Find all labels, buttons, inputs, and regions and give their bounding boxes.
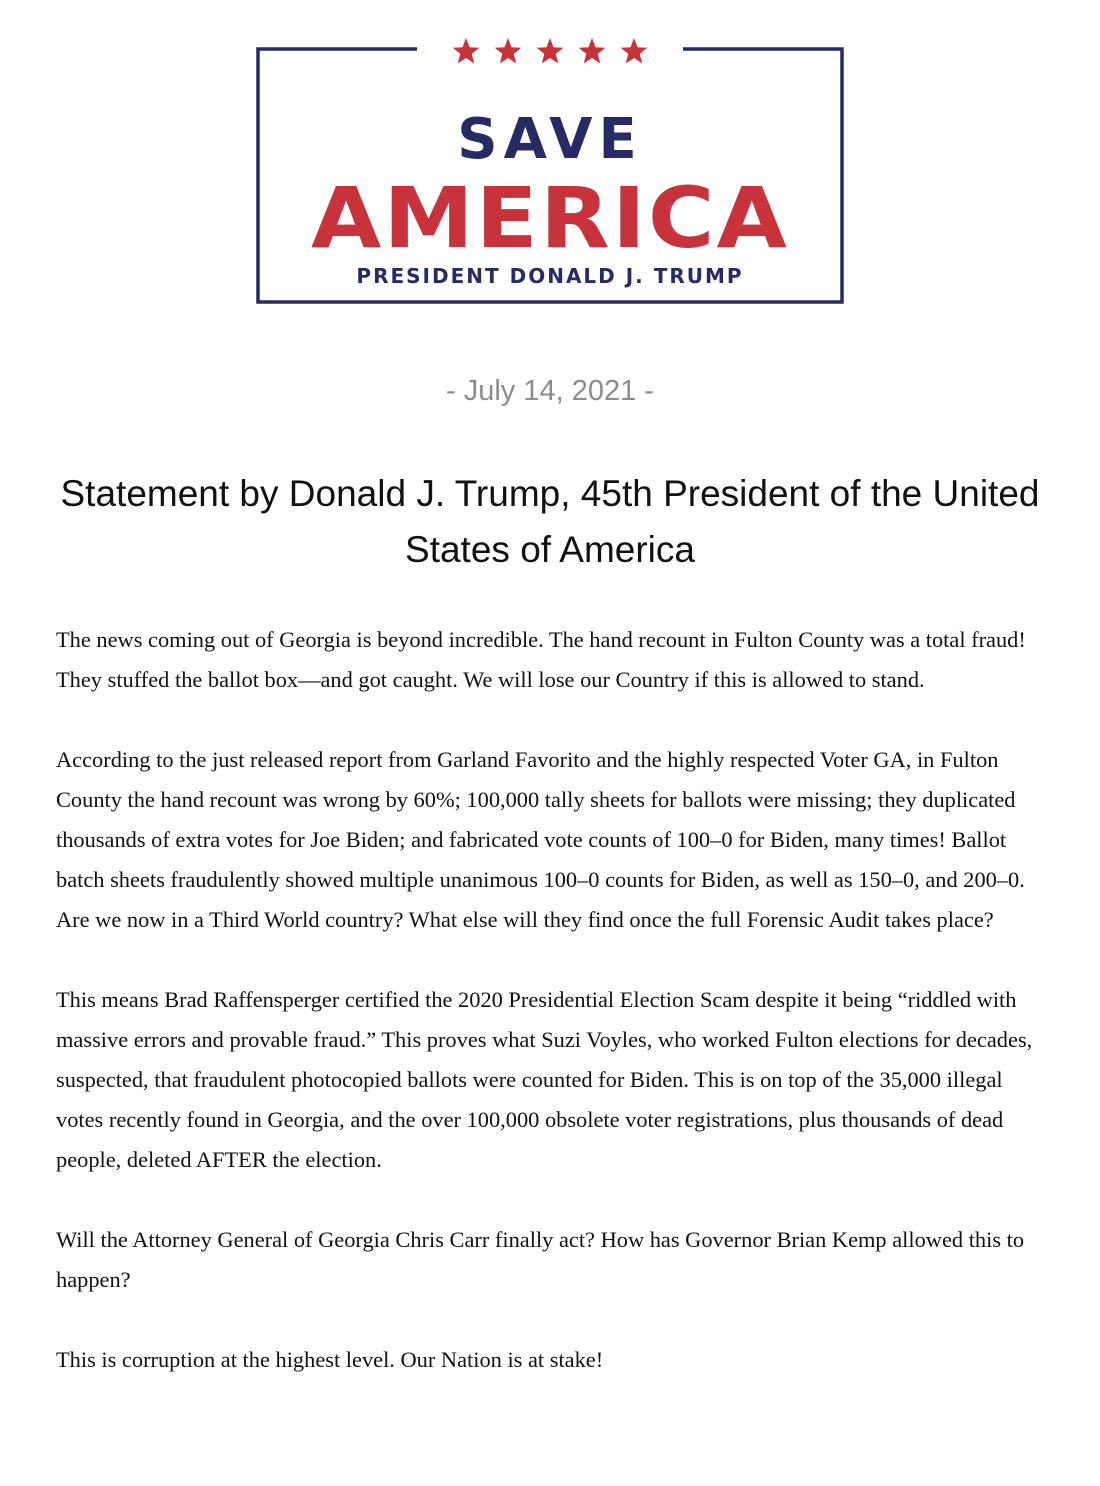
statement-body	[56, 620, 1046, 1420]
stars-row	[453, 38, 648, 63]
star-icon	[537, 38, 564, 63]
logo-subtitle: PRESIDENT DONALD J. TRUMP	[356, 264, 744, 288]
paragraph: The news coming out of Georgia is beyond incredible. The hand recount in Fulton County was a total fraud! They stuffed the ballot box—and got caught. We will lose our Country if this is allowed to stand.	[56, 627, 1026, 692]
star-icon	[453, 38, 480, 63]
star-icon	[579, 38, 606, 63]
paragraph: Will the Attorney General of Georgia Chris Carr finally act? How has Governor Brian Kemp allowed this to happen?	[56, 1227, 1025, 1292]
statement-date: - July 14, 2021 -	[446, 375, 654, 407]
statement-title: Statement by Donald J. Trump, 45th President of the United States of America	[60, 473, 1040, 570]
save-america-logo	[256, 30, 844, 304]
paragraph: This is corruption at the highest level. Our Nation is at stake!	[56, 1347, 604, 1372]
star-icon	[495, 38, 522, 63]
paragraph: This means Brad Raffensperger certified the 2020 Presidential Election Scam despite it being “riddled with massive errors and provable fraud.” This proves what Suzi Voyles, who worked Fulton elections for decades, suspected, that fraudulent photocopied ballots were counted for Biden. This is on top of the 35,000 illegal votes recently found in Georgia, and the over 100,000 obsolete voter registrations, plus thousands of dead people, deleted AFTER the election.	[56, 987, 1033, 1172]
star-icon	[621, 38, 648, 63]
paragraph: According to the just released report from Garland Favorito and the highly respected Voter GA, in Fulton County the hand recount was wrong by 60%; 100,000 tally sheets for ballots were missing; they duplicated thousands of extra votes for Joe Biden; and fabricated vote counts of 100–0 for Biden, many times! Ballot batch sheets fraudulently showed multiple unanimous 100–0 counts for Biden, as well as 150–0, and 200–0. Are we now in a Third World country? What else will they find once the full Forensic Audit takes place?	[56, 747, 1025, 932]
logo-america-text: AMERICA	[310, 169, 789, 267]
logo-save-text: SAVE	[457, 107, 643, 172]
